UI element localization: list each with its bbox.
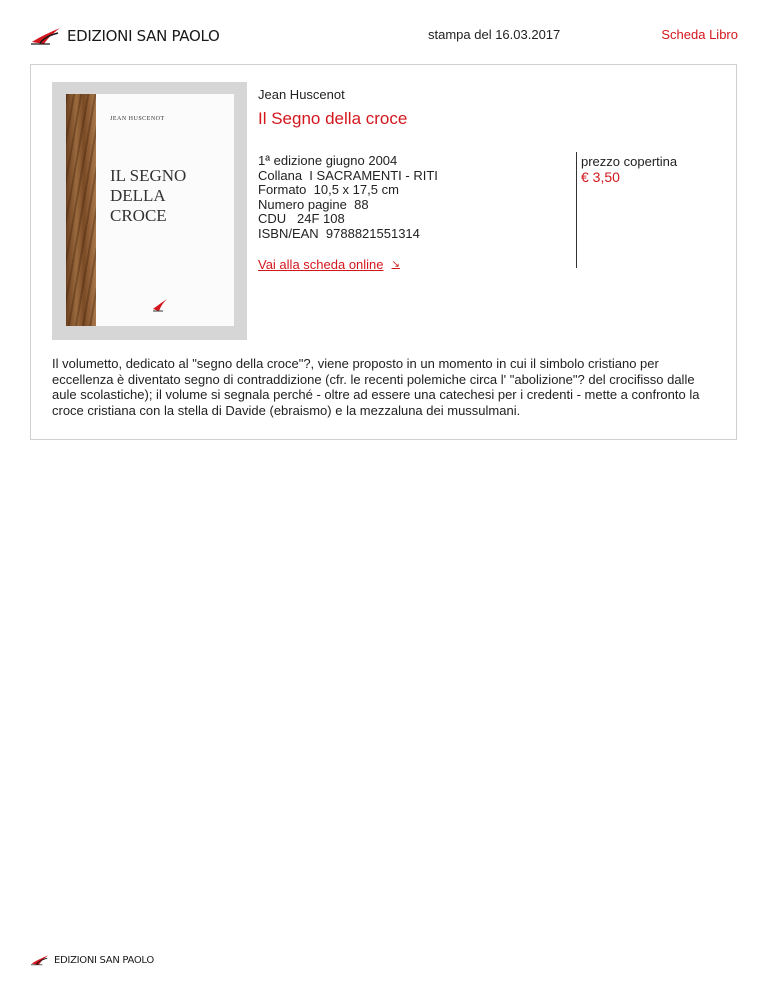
book-title: Il Segno della croce [258, 109, 408, 128]
page-header [0, 0, 768, 60]
book-card [30, 64, 737, 440]
price-value: € 3,50 [581, 169, 620, 185]
price-divider [576, 152, 577, 268]
online-link-label: Vai alla scheda online [258, 257, 384, 272]
book-cover-frame [52, 82, 247, 340]
detail-format: Formato 10,5 x 17,5 cm [258, 182, 399, 198]
book-details [258, 154, 438, 242]
footer-brand-name: EDIZIONI SAN PAOLO [54, 954, 154, 966]
book-description: Il volumetto, dedicato al "segno della croce"?, viene proposto in un momento in cui il simbolo cristiano per eccellenza è diventato segno di contraddizione (cfr. le recenti polemiche circa l' "abolizione"? del crocifisso dalle aule scolastiche); il volume si segnala perché - oltre ad essere una catechesi per i credenti - mette a confronto la croce cristiana con la stella di Davide (ebraismo) e la mezzaluna dei mussulmani. [52, 356, 700, 418]
detail-cdu: CDU 24F 108 [258, 211, 345, 227]
cover-title: IL SEGNO DELLA CROCE [110, 166, 187, 225]
footer-san-paolo-logo-icon [30, 954, 50, 966]
print-date: stampa del 16.03.2017 [428, 27, 561, 42]
price-label: prezzo copertina [581, 154, 678, 169]
online-scheda-link[interactable] [258, 257, 400, 272]
san-paolo-logo-icon [30, 26, 62, 46]
detail-pages: Numero pagine 88 [258, 196, 369, 212]
cover-publisher-logo-icon [152, 298, 168, 312]
book-author: Jean Huscenot [258, 87, 345, 102]
footer-logo [30, 954, 154, 966]
cover-wood-texture [66, 94, 96, 326]
detail-isbn: ISBN/EAN 9788821551314 [258, 225, 420, 241]
book-cover [66, 94, 234, 326]
brand-logo [30, 26, 220, 46]
scheda-libro-link[interactable]: Scheda Libro [661, 27, 738, 42]
cover-author: JEAN HUSCENOT [110, 116, 165, 122]
detail-series: Collana I SACRAMENTI - RITI [258, 167, 438, 183]
arrow-down-right-icon: ↘ [391, 259, 400, 270]
brand-name: EDIZIONI SAN PAOLO [67, 27, 220, 45]
detail-edition: 1ª edizione giugno 2004 [258, 153, 398, 168]
